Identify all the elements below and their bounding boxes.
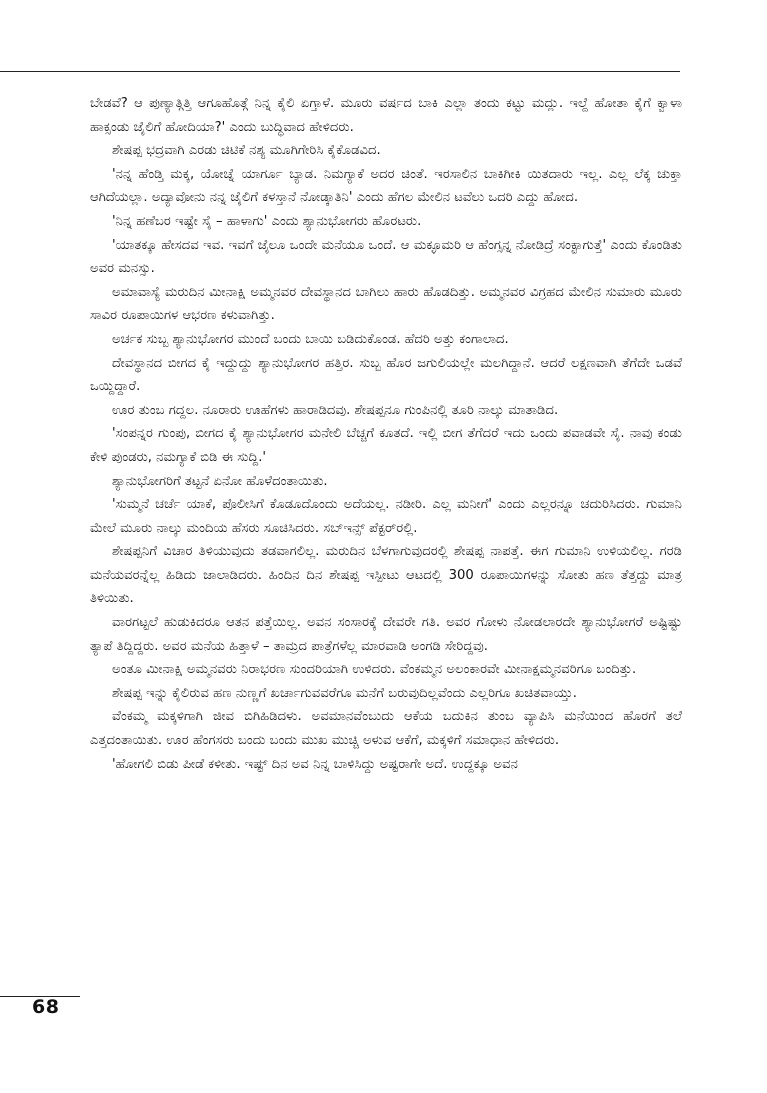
paragraph: ಶೇಷಪ್ಪ ಇನ್ನು ಕೈಲಿರುವ ಹಣ ನುಣ್ಣಗೆ ಖರ್ಚಾಗುವವರೆಗೂ ಮನೆಗೆ ಬರುವುದಿಲ್ಲವೆಂದು ಎಲ್ಲರಿಗೂ ಖಚಿತವಾಯ್ತು. [112,685,577,701]
paragraph: ದೇವಸ್ಥಾನದ ಬೀಗದ ಕೈ ಇದ್ದುದ್ದು ಶ್ಯಾನುಭೋಗರ ಹತ್ತಿರ. ಸುಬ್ಬ ಹೊರ ಜಗುಲಿಯಲ್ಲೇ ಮಲಗಿದ್ದಾನೆ. ಆದರೆ ಲಕ್ಷಣವಾಗಿ ತೆಗೆದೇ ಒಡವೆ ಒಯ್ದಿದ್ದಾರೆ. [90,355,682,395]
paragraph: ಶೇಷಪ್ಪ ಭದ್ರವಾಗಿ ಎರಡು ಚಿಟಿಕೆ ನಶ್ಯ ಮೂಗಿಗೇರಿಸಿ ಕೈಕೊಡವಿದ. [112,143,381,159]
page-number: 68 [32,996,60,1018]
paragraph: 'ಸುಮ್ಮನೆ ಚರ್ಚೆ ಯಾಕೆ, ಪೊಲೀಸಿಗೆ ಕೊಡೂದೊಂದು ಅದೆಯಲ್ಲ. ನಡೀರಿ. ಎಲ್ಲ ಮನೀಗೆ' ಎಂದು ಎಲ್ಲರನ್ನೂ ಚದುರಿಸಿದರು. ಗುಮಾನಿ ಮೇಲೆ ಮೂರು ನಾಲ್ಕು ಮಂದಿಯ ಹೆಸರು ಸೂಚಿಸಿದರು. ಸಬ್‌ಇನ್ಸ್ ಪೆಕ್ಟರ್‌ರಲ್ಲಿ. [90,497,682,536]
paragraph: ಶೇಷಪ್ಪನಿಗೆ ವಿಚಾರ ತಿಳಿಯುವುದು ತಡವಾಗಲಿಲ್ಲ. ಮರುದಿನ ಬೆಳಗಾಗುವುದರಲ್ಲಿ ಶೇಷಪ್ಪ ನಾಪತ್ತೆ. ಈಗ ಗುಮಾನಿ ಉಳಿಯಲಿಲ್ಲ. ಗರಡಿ ಮನೆಯವರನ್ನೆಲ್ಲ ಹಿಡಿದು ಜಾಲಾಡಿದರು. ಹಿಂದಿನ ದಿನ ಶೇಷಪ್ಪ ಇಸ್ಪೀಟು ಆಟದಲ್ಲಿ 300 ರೂಪಾಯಿಗಳನ್ನು ಸೋತು ಹಣ ತೆತ್ತದ್ದು ಮಾತ್ರ ತಿಳಿಯಿತು. [90,544,682,607]
paragraph: 'ನನ್ನ ಹೆಂಡ್ತಿ ಮಕ್ಕ, ಯೋಚ್ನೆ ಯಾರ್ಗೂ ಬ್ಯಾಡ. ನಿಮಗ್ಯಾಕೆ ಅದರ ಚಿಂತೆ. ಇರಸಾಲಿನ ಬಾಕಿಗೀಕಿ ಯಿತದಾರು ಇಲ್ಲ. ಎಲ್ಲ ಲೆಕ್ಕ ಚುಕ್ತಾ ಆಗಿದೆಯಲ್ಲಾ. ಅದ್ಯಾವೋನು ನನ್ನ ಜೈಲಿಗೆ ಕಳಸ್ತಾನೆ ನೋಡ್ಕಾತಿನಿ' ಎಂದು ಹೆಗಲ ಮೇಲಿನ ಟವೆಲು ಒದರಿ ಎದ್ದು ಹೋದ. [90,166,682,206]
paragraph: 'ಸಂಪನ್ನರ ಗುಂಪು, ಬೀಗದ ಕೈ ಶ್ಯಾನುಭೋಗರ ಮನೇಲಿ ಬೆಚ್ಚಗೆ ಕೂತದೆ. ಇಲ್ಲಿ ಬೀಗ ತೆಗೆದರೆ ಇದು ಒಂದು ಪವಾಡವೇ ಸೈ. ನಾವು ಕಂಡು ಕೇಳಿ ಪುಂಡರು, ನಮಗ್ಯಾಕೆ ಬಿಡಿ ಈ ಸುದ್ದಿ.' [90,426,682,465]
body-text [90,92,682,776]
paragraph: ಅಮಾವಾಸ್ಯೆ ಮರುದಿನ ಮೀನಾಕ್ಷಿ ಅಮ್ಮನವರ ದೇವಸ್ಥಾನದ ಬಾಗಿಲು ಹಾರು ಹೊಡದಿತ್ತು. ಅಮ್ಮನವರ ವಿಗ್ರಹದ ಮೇಲಿನ ಸುಮಾರು ಮೂರು ಸಾವಿರ ರೂಪಾಯಿಗಳ ಆಭರಣ ಕಳುವಾಗಿತ್ತು. [90,284,682,324]
paragraph: ಊರ ತುಂಬ ಗದ್ದಲ. ನೂರಾರು ಊಹೆಗಳು ಹಾರಾಡಿದವು. ಶೇಷಪ್ಪನೂ ಗುಂಪಿನಲ್ಲಿ ತೂರಿ ನಾಲ್ಕು ಮಾತಾಡಿದ. [112,402,559,418]
paragraph: ಅರ್ಚಕ ಸುಬ್ಬ ಶ್ಯಾನುಭೋಗರ ಮುಂದೆ ಬಂದು ಬಾಯಿ ಬಡಿದುಕೊಂಡ. ಹೆದರಿ ಅತ್ತು ಕಂಗಾಲಾದ. [112,331,509,347]
paragraph: 'ಹೋಗಲಿ ಬಿಡು ಪೀಡೆ ಕಳೀತು. ಇಷ್ಟ್ ದಿನ ಅವ ನಿನ್ನ ಬಾಳಿಸಿದ್ದು ಅಷ್ಟರಾಗೇ ಅದೆ. ಉದ್ದಕ್ಕೂ ಅವನ [112,756,518,772]
paragraph: ವಾರಗಟ್ಟಲೆ ಹುಡುಕಿದರೂ ಆತನ ಪತ್ತೆಯಿಲ್ಲ. ಅವನ ಸಂಸಾರಕ್ಕೆ ದೇವರೇ ಗತಿ. ಅವರ ಗೋಳು ನೋಡಲಾರದೇ ಶ್ಯಾನುಭೋಗರೆ ಅಷ್ಟಿಷ್ಟು ತ್ಯಾಪೆ ತಿದ್ದಿದ್ದರು. ಅವರ ಮನೆಯ ಹಿತ್ತಾಳೆ – ತಾಮ್ರದ ಪಾತ್ರೆಗಳೆಲ್ಲ ಮಾರವಾಡಿ ಅಂಗಡಿ ಸೇರಿದ್ದವು. [90,615,682,654]
paragraph: ಶ್ಯಾನುಭೋಗರಿಗೆ ತಟ್ಟನೆ ಏನೋ ಹೊಳೆದಂತಾಯಿತು. [112,473,328,489]
paragraph: ವೆಂಕಮ್ಮ ಮಕ್ಕಳಿಗಾಗಿ ಜೀವ ಬಿಗಿಹಿಡಿದಳು. ಅವಮಾನವೆಂಬುದು ಆಕೆಯ ಬದುಕಿನ ತುಂಬ ವ್ಯಾಪಿಸಿ ಮನೆಯಿಂದ ಹೊರಗೆ ತಲೆ ಎತ್ತದಂತಾಯಿತು. ಊರ ಹೆಂಗಸರು ಬಂದು ಬಂದು ಮುಖ ಮುಚ್ಚಿ ಅಳುವ ಆಕೆಗೆ, ಮಕ್ಕಳಿಗೆ ಸಮಾಧಾನ ಹೇಳಿದರು. [90,709,682,749]
paragraph: 'ಯಾತಕ್ಕೂ ಹೇಸದವ ಇವ. ಇವಗೆ ಜೈಲೂ ಒಂದೇ ಮನೆಯೂ ಒಂದೆ. ಆ ಮಕ್ಳೂಮರಿ ಆ ಹೆಂಗ್ಸನ್ನ ನೋಡಿದ್ರೆ ಸಂಕ್ಟಾಗುತ್ತೆ' ಎಂದು ಕೊಂಡಿತು ಅವರ ಮನಸ್ಸು. [90,237,682,277]
header-rule [0,71,680,72]
paragraph: ಬೇಡವೆ? ಆ ಪುಣ್ಯಾತ್ಗಿತ್ತಿ ಆಗೂಹೊತ್ಗೆ ನಿನ್ನ ಕೈಲಿ ಏಗ್ತಾಳೆ. ಮೂರು ವರ್ಷದ ಬಾಕಿ ಎಲ್ಲಾ ತಂದು ಕಟ್ಟು ಮದ್ಲು. ಇಲ್ದೆ ಹೋತಾ ಕೈಗೆ ಕ್ವಾಳಾ ಹಾಕ್ಸಂಡು ಜೈಲಿಗೆ ಹೋದಿಯಾ?' ಎಂದು ಬುದ್ಧಿವಾದ ಹೇಳಿದರು. [90,96,682,135]
paragraph: 'ನಿನ್ನ ಹಣೆಬರ ಇಷ್ಟೇ ಸೈ – ಹಾಳಾಗು' ಎಂದು ಶ್ಯಾನುಭೋಗರು ಹೊರಟರು. [112,213,422,229]
paragraph: ಅಂತೂ ಮೀನಾಕ್ಷಿ ಅಮ್ಮನವರು ನಿರಾಭರಣ ಸುಂದರಿಯಾಗಿ ಉಳಿದರು. ವೆಂಕಮ್ಮನ ಅಲಂಕಾರವೇ ಮೀನಾಕ್ಷಮ್ಮನವರಿಗೂ ಬಂದಿತ್ತು. [112,662,637,678]
